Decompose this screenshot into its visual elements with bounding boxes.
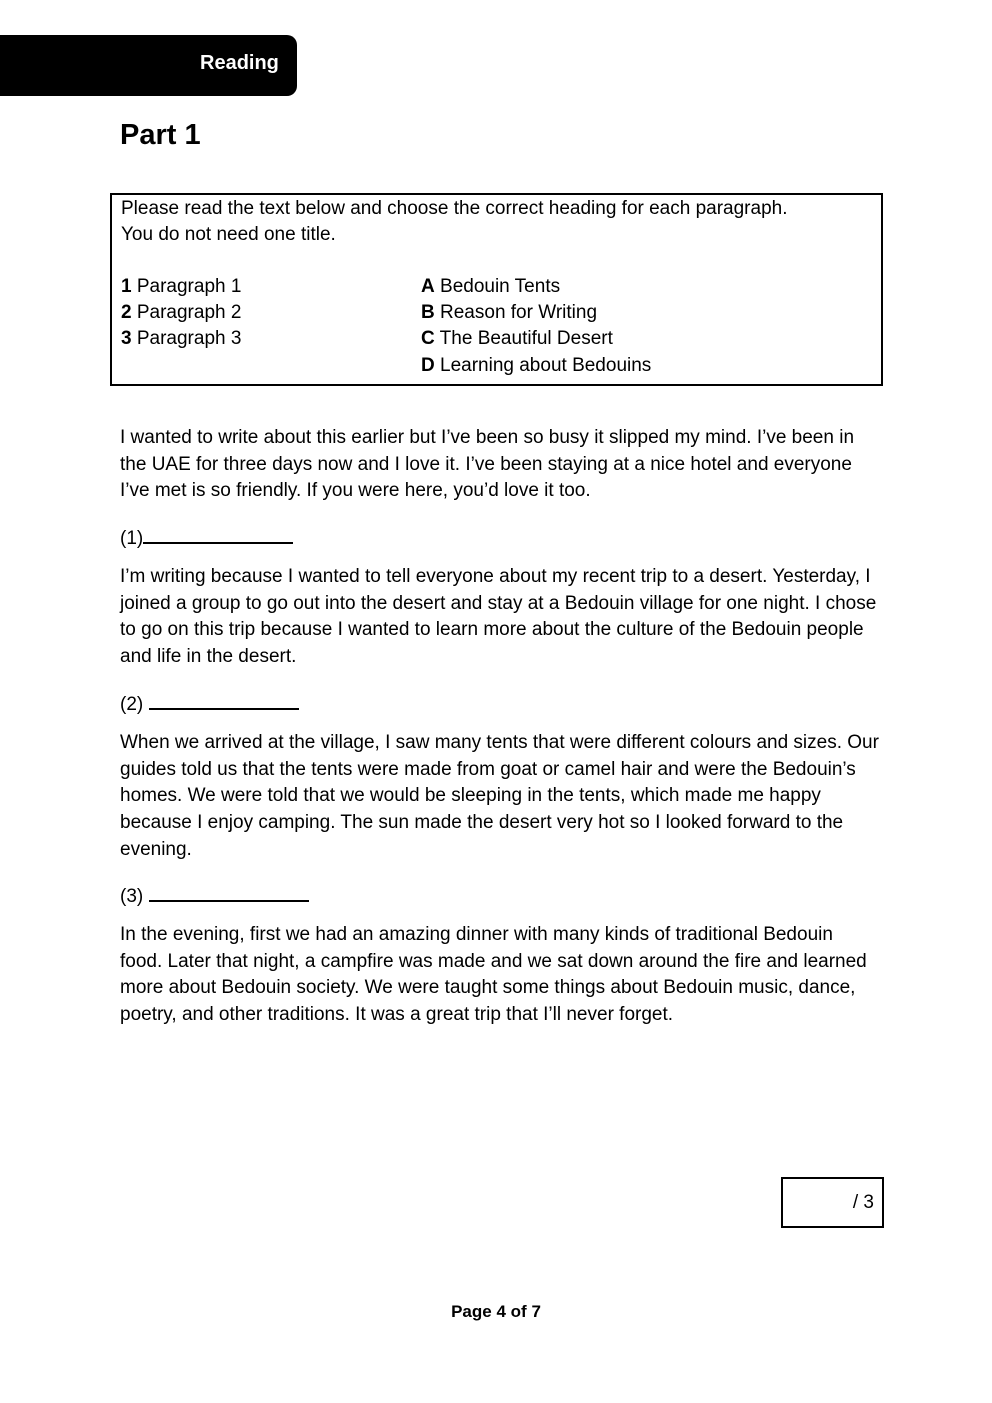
paragraph-2: When we arrived at the village, I saw many tents that were different colours and sizes. Our guides told us that the tents were made from goat or camel hair and were the Bedouin’s homes. We were told that we would be sleeping in the tents, which made me happy because I enjoy camping. The sun made the desert very hot so I looked forward to the evening.	[120, 732, 879, 860]
section-tab-label: Reading	[200, 52, 279, 74]
heading-option-letter: A	[421, 276, 435, 297]
heading-option	[421, 328, 613, 350]
section-tab	[0, 35, 297, 96]
paragraph-item	[121, 276, 241, 298]
instruction-line-2: You do not need one title.	[121, 224, 336, 245]
paragraph-item-number: 1	[121, 276, 132, 297]
answer-gap-1	[120, 524, 293, 550]
paragraph-item-label: Paragraph 1	[136, 276, 242, 297]
instructions-box	[110, 193, 883, 386]
score-label: / 3	[852, 1192, 874, 1213]
heading-option	[421, 276, 560, 298]
page-total: 7	[531, 1302, 541, 1321]
answer-blank-3[interactable]	[149, 882, 309, 902]
heading-option-label: The Beautiful Desert	[439, 328, 613, 349]
page-middle: of	[510, 1302, 527, 1321]
paragraph-1: I’m writing because I wanted to tell everyone about my recent trip to a desert. Yesterday, I joined a group to go out into the desert and stay at a Bedouin village for one night. I chose to go on this trip because I wanted to learn more about the culture of the Bedouin people and life in the desert.	[120, 566, 877, 668]
answer-gap-number: (2)	[120, 694, 144, 715]
instruction-line-1: Please read the text below and choose the correct heading for each paragraph.	[121, 198, 788, 219]
page-prefix: Page	[451, 1302, 492, 1321]
heading-option	[421, 302, 597, 324]
page-number	[0, 1302, 992, 1322]
paragraph-item	[121, 328, 241, 350]
answer-gap-number: (3)	[120, 886, 144, 907]
answer-blank-2[interactable]	[149, 690, 299, 710]
part-title: Part 1	[120, 119, 201, 151]
answer-blank-1[interactable]	[143, 524, 293, 544]
answer-gap-number: (1)	[120, 528, 144, 549]
heading-option-letter: D	[421, 355, 435, 376]
paragraph-item-label: Paragraph 2	[136, 302, 242, 323]
paragraph-item-label: Paragraph 3	[136, 328, 242, 349]
heading-option-letter: B	[421, 302, 435, 323]
intro-paragraph: I wanted to write about this earlier but I’ve been so busy it slipped my mind. I’ve been in the UAE for three days now and I love it. I’ve been staying at a nice hotel and everyone I’ve met is so friendly. If you were here, you’d love it too.	[120, 427, 855, 502]
answer-gap-3	[120, 882, 309, 908]
heading-option-label: Bedouin Tents	[440, 276, 561, 297]
heading-option-label: Reason for Writing	[440, 302, 598, 323]
paragraph-item	[121, 302, 241, 324]
paragraph-item-number: 2	[121, 302, 132, 323]
heading-option	[421, 355, 651, 377]
page-current: 4	[496, 1302, 506, 1321]
heading-option-label: Learning about Bedouins	[440, 355, 652, 376]
answer-gap-2	[120, 690, 299, 716]
paragraph-3: In the evening, first we had an amazing dinner with many kinds of traditional Bedouin food. Later that night, a campfire was made and we sat down around the fire and learned more about Bedouin society. We were taught some things about Bedouin music, dance, poetry, and other traditions. It was a great trip that I’ll never forget.	[120, 924, 867, 1026]
score-box	[781, 1177, 884, 1228]
heading-option-letter: C	[421, 328, 435, 349]
paragraph-item-number: 3	[121, 328, 132, 349]
